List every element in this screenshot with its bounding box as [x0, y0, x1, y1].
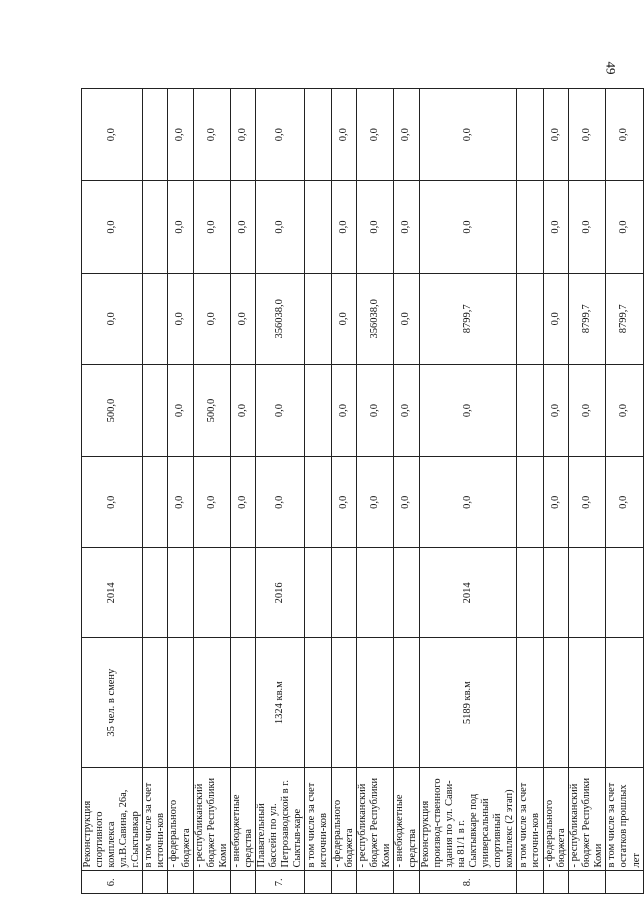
value-cell: [305, 457, 332, 548]
rotated-table-wrapper: [81, 88, 642, 894]
value-cell: [305, 273, 332, 364]
table-row: [193, 89, 230, 894]
value-cell: 0,0: [82, 181, 143, 273]
value-cell: 0,0: [230, 364, 255, 456]
table-row: [544, 89, 569, 894]
value-cell: 0,0: [357, 89, 394, 181]
row-name: - внебюджетные средства: [394, 767, 419, 871]
value-cell: 0,0: [419, 89, 517, 181]
row-capacity: 35 чел. в смену: [82, 638, 143, 767]
value-cell: 0,0: [230, 89, 255, 181]
value-cell: [305, 364, 332, 456]
row-year: [544, 548, 569, 638]
row-capacity: [168, 638, 193, 767]
table-row: [230, 89, 255, 894]
value-cell: 0,0: [332, 273, 357, 364]
row-number: 7.: [255, 871, 304, 894]
value-cell: 8799,7: [569, 273, 606, 364]
value-cell: 0,0: [606, 457, 643, 548]
value-cell: 0,0: [168, 457, 193, 548]
row-name: Реконструкция спортивного комплекса ул.В.Савина, 26а, г.Сыктывкар: [82, 767, 143, 871]
row-capacity: [544, 638, 569, 767]
row-year: [230, 548, 255, 638]
value-cell: 0,0: [394, 364, 419, 456]
row-capacity: [394, 638, 419, 767]
row-capacity: [230, 638, 255, 767]
row-capacity: [193, 638, 230, 767]
value-cell: 0,0: [230, 181, 255, 273]
value-cell: 0,0: [332, 364, 357, 456]
table-row: [394, 89, 419, 894]
value-cell: 0,0: [357, 364, 394, 456]
table-row: [606, 89, 643, 894]
row-number: [357, 871, 394, 894]
value-cell: 0,0: [419, 181, 517, 273]
row-number: [394, 871, 419, 894]
value-cell: 0,0: [544, 364, 569, 456]
row-number: [569, 871, 606, 894]
value-cell: 500,0: [82, 364, 143, 456]
row-capacity: [569, 638, 606, 767]
row-number: 8.: [419, 871, 517, 894]
value-cell: [517, 181, 544, 273]
row-number: [168, 871, 193, 894]
value-cell: 0,0: [544, 457, 569, 548]
value-cell: 0,0: [544, 181, 569, 273]
table-row: [569, 89, 606, 894]
value-cell: 0,0: [255, 457, 304, 548]
value-cell: 8799,7: [419, 273, 517, 364]
value-cell: [305, 181, 332, 273]
table-row: [419, 89, 517, 894]
table-row: [82, 89, 143, 894]
row-name: в том числе за счет источни-ков: [305, 767, 332, 871]
row-name: - федерального бюджета: [332, 767, 357, 871]
value-cell: [305, 89, 332, 181]
page-number: 49: [603, 61, 619, 75]
value-cell: 0,0: [332, 181, 357, 273]
row-name: в том числе за счет источни-ков: [517, 767, 544, 871]
table-row: [517, 89, 544, 894]
row-year: [394, 548, 419, 638]
row-number: [230, 871, 255, 894]
row-name: Реконструкция производ-ственного здания по ул. Сави-на 81/1 в г. Сыктывкаре под универсальный спортивный комплекс (2 этап): [419, 767, 517, 871]
value-cell: 0,0: [168, 89, 193, 181]
value-cell: 0,0: [193, 457, 230, 548]
row-capacity: [357, 638, 394, 767]
value-cell: 0,0: [419, 364, 517, 456]
value-cell: 0,0: [168, 364, 193, 456]
budget-table: [81, 88, 644, 894]
row-name: в том числе за счет источни-ков: [143, 767, 168, 871]
value-cell: [143, 273, 168, 364]
value-cell: [143, 181, 168, 273]
row-name: - федерального бюджета: [544, 767, 569, 871]
value-cell: 0,0: [606, 181, 643, 273]
value-cell: [517, 457, 544, 548]
row-number: [517, 871, 544, 894]
row-year: 2014: [419, 548, 517, 638]
row-name: в том числе за счет остатков прошлых лет: [606, 767, 643, 871]
value-cell: 356038,0: [357, 273, 394, 364]
value-cell: 0,0: [82, 457, 143, 548]
row-year: [332, 548, 357, 638]
value-cell: 0,0: [255, 89, 304, 181]
value-cell: [143, 457, 168, 548]
row-capacity: [332, 638, 357, 767]
value-cell: 0,0: [419, 457, 517, 548]
value-cell: 356038,0: [255, 273, 304, 364]
value-cell: 500,0: [193, 364, 230, 456]
value-cell: 0,0: [357, 457, 394, 548]
value-cell: 0,0: [544, 89, 569, 181]
row-year: [517, 548, 544, 638]
row-capacity: 5189 кв.м: [419, 638, 517, 767]
row-number: [544, 871, 569, 894]
row-number: [332, 871, 357, 894]
row-capacity: 1324 кв.м: [255, 638, 304, 767]
value-cell: 0,0: [168, 181, 193, 273]
value-cell: 8799,7: [606, 273, 643, 364]
row-year: [305, 548, 332, 638]
row-number: [606, 871, 643, 894]
value-cell: 0,0: [569, 457, 606, 548]
value-cell: 0,0: [255, 364, 304, 456]
value-cell: 0,0: [82, 89, 143, 181]
row-capacity: [517, 638, 544, 767]
value-cell: 0,0: [193, 181, 230, 273]
value-cell: 0,0: [569, 364, 606, 456]
value-cell: 0,0: [230, 457, 255, 548]
row-name: - внебюджетные средства: [230, 767, 255, 871]
value-cell: 0,0: [394, 273, 419, 364]
row-year: 2016: [255, 548, 304, 638]
value-cell: [143, 364, 168, 456]
value-cell: 0,0: [394, 89, 419, 181]
value-cell: [517, 89, 544, 181]
row-name: - республиканский бюджет Республики Коми: [569, 767, 606, 871]
value-cell: 0,0: [606, 364, 643, 456]
row-year: 2014: [82, 548, 143, 638]
table-row: [305, 89, 332, 894]
value-cell: 0,0: [569, 181, 606, 273]
row-name: - республиканский бюджет Республики Коми: [193, 767, 230, 871]
value-cell: 0,0: [357, 181, 394, 273]
row-year: [606, 548, 643, 638]
row-year: [357, 548, 394, 638]
row-number: [143, 871, 168, 894]
value-cell: [517, 364, 544, 456]
row-number: [305, 871, 332, 894]
value-cell: 0,0: [332, 89, 357, 181]
row-year: [143, 548, 168, 638]
row-name: - федерального бюджета: [168, 767, 193, 871]
row-year: [168, 548, 193, 638]
table-row: [357, 89, 394, 894]
table-row: [332, 89, 357, 894]
row-capacity: [305, 638, 332, 767]
value-cell: 0,0: [394, 181, 419, 273]
row-name: - республиканский бюджет Республики Коми: [357, 767, 394, 871]
value-cell: 0,0: [544, 273, 569, 364]
table-row: [255, 89, 304, 894]
value-cell: 0,0: [82, 273, 143, 364]
table-row: [143, 89, 168, 894]
value-cell: 0,0: [332, 457, 357, 548]
row-year: [569, 548, 606, 638]
value-cell: 0,0: [606, 89, 643, 181]
value-cell: 0,0: [193, 273, 230, 364]
value-cell: 0,0: [394, 457, 419, 548]
row-capacity: [143, 638, 168, 767]
row-name: Плавательный бассейн по ул. Петрозаводской в г. Сыктыв-каре: [255, 767, 304, 871]
value-cell: [517, 273, 544, 364]
value-cell: 0,0: [230, 273, 255, 364]
value-cell: 0,0: [168, 273, 193, 364]
value-cell: 0,0: [255, 181, 304, 273]
table-row: [168, 89, 193, 894]
value-cell: [143, 89, 168, 181]
value-cell: 0,0: [193, 89, 230, 181]
row-number: [193, 871, 230, 894]
row-capacity: [606, 638, 643, 767]
row-year: [193, 548, 230, 638]
row-number: 6.: [82, 871, 143, 894]
value-cell: 0,0: [569, 89, 606, 181]
